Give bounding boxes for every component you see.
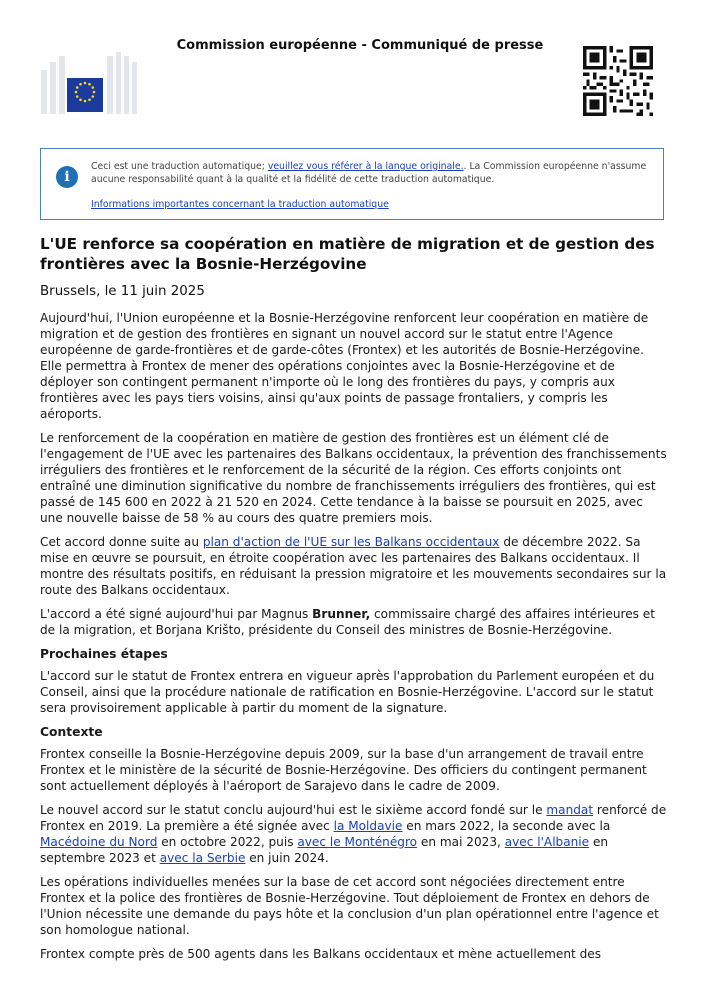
qr-code: [583, 46, 653, 116]
paragraph: Le nouvel accord sur le statut conclu aujourd'hui est le sixième accord fondé sur le mandat renforcé de Frontex en 2019. La première a été signée avec la Moldavie en mars 2022, la seconde avec la Macédoine du Nord en octobre 2022, puis avec le Monténégro en mai 2023, avec l'Albanie en septembre 2023 et avec la Serbie en juin 2024.: [40, 803, 667, 865]
section-heading-context: Contexte: [40, 725, 103, 739]
dateline: Brussels, le 11 juin 2025: [40, 284, 205, 299]
section-heading-next-steps: Prochaines étapes: [40, 647, 168, 661]
albania-link[interactable]: avec l'Albanie: [504, 835, 590, 849]
paragraph: Cet accord donne suite au plan d'action de l'UE sur les Balkans occidentaux de décembre 2022. Sa mise en œuvre se poursuit, en étroite coopération avec les partenaires des Balkans occidentaux. Il montre des résultats positifs, en réduisant la pression migratoire et les mouvements secondaires sur la route des Balkans occidentaux.: [40, 535, 667, 597]
article-title: L'UE renforce sa coopération en matière de migration et de gestion des frontières avec la Bosnie-Herzégovine: [40, 235, 655, 273]
translation-info-link[interactable]: Informations importantes concernant la traduction automatique: [91, 199, 389, 210]
info-icon: i: [56, 166, 78, 188]
paragraph: Le renforcement de la coopération en matière de gestion des frontières est un élément clé de l'engagement de l'UE avec les partenaires des Balkans occidentaux, la prévention des franchissements irréguliers des frontières et le renforcement de la sécurité de la région. Ces efforts conjoints ont entraîné une diminution significative du nombre de franchissements irréguliers des frontières, qui est passé de 145 600 en 2022 à 21 520 en 2024. Cette tendance à la baisse se poursuit en 2025, avec une nouvelle baisse de 58 % au cours des quatre premiers mois.: [40, 431, 667, 525]
page-title: Commission européenne - Communiqué de presse: [176, 38, 544, 53]
mandate-link[interactable]: mandat: [546, 803, 594, 817]
original-language-link[interactable]: veuillez vous référer à la langue originale.: [267, 161, 464, 172]
paragraph: Frontex compte près de 500 agents dans les Balkans occidentaux et mène actuellement des: [40, 947, 602, 961]
paragraph: Frontex conseille la Bosnie-Herzégovine depuis 2009, sur la base d'un arrangement de travail entre Frontex et le ministère de la sécurité de Bosnie-Herzégovine. Des officiers du contingent permanent sont actuellement déployés à l'aéroport de Sarajevo dans le cadre de 2009.: [40, 747, 647, 793]
serbia-link[interactable]: avec la Serbie: [159, 851, 246, 865]
moldova-link[interactable]: la Moldavie: [333, 819, 403, 833]
paragraph: L'accord sur le statut de Frontex entrera en vigueur après l'approbation du Parlement européen et du Conseil, ainsi que la procédure nationale de ratification en Bosnie-Herzégovine. L'accord sur le statut sera provisoirement applicable à partir du moment de la signature.: [40, 669, 655, 715]
article-body: [40, 310, 668, 970]
action-plan-link[interactable]: plan d'action de l'UE sur les Balkans occidentaux: [202, 535, 500, 549]
paragraph: Les opérations individuelles menées sur la base de cet accord sont négociées directement entre Frontex et la police des frontières de Bosnie-Herzégovine. Tout déploiement de Frontex en dehors de l'Union nécessite une demande du pays hôte et la conclusion d'un plan opérationnel entre l'agence et son homologue national.: [40, 875, 659, 937]
eu-commission-logo: [41, 52, 161, 114]
paragraph: L'accord a été signé aujourd'hui par Magnus Brunner, commissaire chargé des affaires intérieures et de la migration, et Borjana Krišto, présidente du Conseil des ministres de Bosnie-Herzégovine.: [40, 607, 655, 637]
paragraph: Aujourd'hui, l'Union européenne et la Bosnie-Herzégovine renforcent leur coopération en matière de migration et de gestion des frontières en signant un nouvel accord sur le statut entre l'Agence européenne de garde-frontières et de garde-côtes (Frontex) et les autorités de Bosnie-Herzégovine. Elle permettra à Frontex de mener des opérations conjointes avec la Bosnie-Herzégovine et de déployer son contingent permanent n'importe où le long des frontières du pays, y compris aux frontières avec les pays tiers voisins, ainsi qu'aux points de passage frontaliers, y compris les aéroports.: [40, 311, 649, 421]
notice-text: Ceci est une traduction automatique; veuillez vous référer à la langue originale.. La Commission européenne n'assume aucune responsabilité quant à la qualité et la fidélité de cette traduction automatique.: [91, 161, 647, 185]
montenegro-link[interactable]: avec le Monténégro: [297, 835, 418, 849]
north-macedonia-link[interactable]: Macédoine du Nord: [40, 835, 158, 849]
machine-translation-notice: [40, 148, 664, 220]
